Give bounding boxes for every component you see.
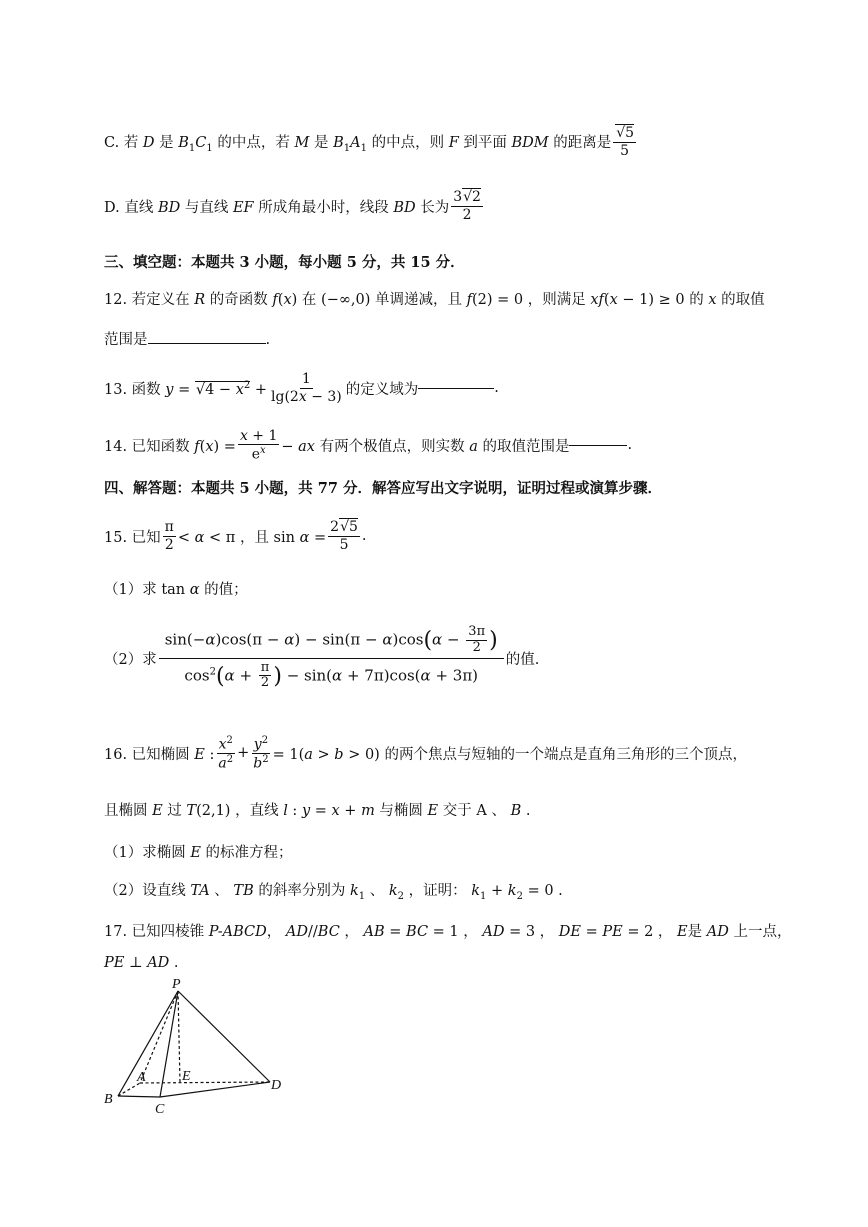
pyramid-figure [100, 975, 300, 1120]
option-c: C. 若 D 是 $B_1C_1$ 的中点，若 M 是 $B_1A_1$ 的中点，则 F 到平面 BDM 的距离是 $\frac{√5}{5}$ [104, 125, 635, 159]
question-16-part2: （2）设直线 TA 、 TB 的斜率分别为 $k_1$ 、 $k_2$ ，证明： $k_1 + k_2 = 0$ . [104, 883, 563, 902]
edge-pa [140, 991, 178, 1083]
edge-bc [118, 1096, 160, 1097]
section-4-heading: 四、解答题：本题共 5 小题，共 77 分．解答应写出文字说明，证明过程或演算步骤． [104, 480, 662, 497]
edge-pe [178, 991, 180, 1083]
question-16-line2: 且椭圆 E 过 T(2,1) ，直线 l : y = x + m 与椭圆 E 交于 A 、 B . [104, 803, 531, 819]
question-12-line2: 范围是 . [104, 332, 271, 348]
question-16-part1: （1）求椭圆 E 的标准方程； [104, 845, 293, 861]
edge-ad [140, 1082, 270, 1083]
label-b: B [104, 1092, 113, 1107]
option-d: D. 直线 BD 与直线 EF 所成角最小时，线段 BD 长为 $\frac{3√2}{2}$ [104, 189, 481, 223]
question-16: 16. 已知椭圆 E : $\frac{x^2}{a^2}$ + $\frac{y^2}{b^2}$ = 1(a > b > 0) 的两个焦点与短轴的一个端点是直角三角形的三个顶点， [104, 734, 747, 772]
question-17: 17. 已知四棱锥 P-ABCD， AD//BC ， AB = BC = 1 ， AD = 3 ， DE = PE = 2 ， E是 AD 上一点， [104, 924, 792, 940]
question-15: 15. 已知 $\frac{\pi}{2}$ < α < π ，且 sin α = $\frac{2√5}{5}$ . [104, 519, 367, 553]
question-14: 14. 已知函数 f(x) = $\frac{x + 1}{e^x}$ − ax 有两个极值点，则实数 a 的取值范围是 . [104, 427, 633, 463]
question-12: 12. 若定义在 R 的奇函数 f(x) 在 (−∞,0) 单调递减，且 f(2) = 0 ，则满足 xf(x − 1) ≥ 0 的 x 的取值 [104, 292, 765, 308]
label-c: C [155, 1102, 165, 1117]
question-13: 13. 函数 $y = √4 - x^2$ + $\frac{1}{\lg(2x - 3)}$ 的定义域为 . [104, 371, 499, 405]
answer-blank-13 [418, 388, 494, 389]
label-d: D [271, 1078, 282, 1093]
question-15-part2: （2）求 sin(−α)cos(π − α) − sin(π − α)cos(α − $\frac{3\pi}{2}$ ) $\cos^2(\alpha$ + $\frac{\pi}{2}$ ) − sin(α + 7π)cos(α + 3π) 的值. [104, 623, 540, 691]
label-e: E [182, 1069, 191, 1084]
edge-pd [178, 991, 270, 1082]
answer-blank-12 [148, 343, 266, 344]
question-15-part1: （1）求 tan α 的值； [104, 582, 248, 598]
edge-cd [160, 1082, 270, 1097]
section-3-heading: 三、填空题：本题共 3 小题，每小题 5 分，共 15 分． [104, 254, 465, 271]
question-17-line2: PE ⊥ AD . [104, 955, 179, 971]
label-p: P [172, 977, 181, 992]
label-a: A [137, 1070, 146, 1085]
answer-blank-14 [569, 445, 627, 446]
